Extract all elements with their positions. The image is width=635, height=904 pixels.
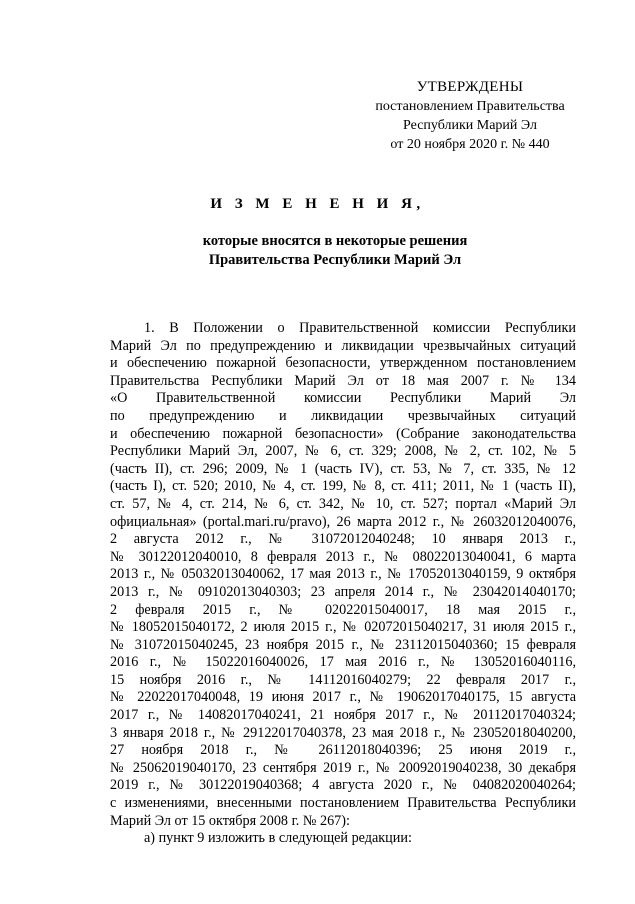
paragraph-line: и обеспечению пожарной безопасности, утвержденном постановлением xyxy=(110,355,576,372)
paragraph-line: Марий Эл по предупреждению и ликвидации чрезвычайных ситуаций xyxy=(110,337,576,354)
paragraph-line: (часть II), ст. 296; 2009, № 1 (часть IV), ст. 53, № 7, ст. 335, № 12 xyxy=(110,460,576,477)
paragraph-line: 2013 г., № 09102013040303; 23 апреля 2014 г., № 23042014040170; xyxy=(110,583,576,600)
paragraph-line: № 22022017040048, 19 июня 2017 г., № 19062017040175, 15 августа xyxy=(110,689,576,706)
paragraph-line: 2016 г., № 15022016040026, 17 мая 2016 г., № 13052016040116, xyxy=(110,654,576,671)
paragraph-line: ст. 57, № 4, ст. 214, № 6, ст. 342, № 10, ст. 527; портал «Марий Эл xyxy=(110,495,576,512)
paragraph-line: по предупреждению и ликвидации чрезвычайных ситуаций xyxy=(110,407,576,424)
paragraph-line: официальная» (portal.mari.ru/pravo), 26 марта 2012 г., № 26032012040076, xyxy=(110,513,576,530)
paragraph-line: (часть I), ст. 520; 2010, № 4, ст. 199, № 8, ст. 411; 2011, № 1 (часть II), xyxy=(110,478,576,495)
approval-line-2: Республики Марий Эл xyxy=(403,118,537,133)
approval-heading: УТВЕРЖДЕНЫ xyxy=(416,79,524,95)
document-subtitle xyxy=(100,232,570,270)
paragraph-line: 2017 г., № 14082017040241, 21 ноября 2017 г., № 20112017040324; xyxy=(110,707,576,724)
paragraph-line: 2 февраля 2015 г., № 02022015040017, 18 мая 2015 г., xyxy=(110,601,576,618)
paragraph-line: 2013 г., № 05032013040062, 17 мая 2013 г., № 17052013040159, 9 октября xyxy=(110,566,576,583)
paragraph-line: № 31072015040245, 23 ноября 2015 г., № 23112015040360; 15 февраля xyxy=(110,636,576,653)
subpoint-a: а) пункт 9 изложить в следующей редакции: xyxy=(144,830,412,847)
document-title: И З М Е Н Е Н И Я, xyxy=(210,196,425,212)
paragraph-1 xyxy=(110,320,576,830)
paragraph-line: «О Правительственной комиссии Республики Марий Эл xyxy=(110,390,576,407)
subtitle-line-2: Правительства Республики Марий Эл xyxy=(208,252,462,268)
subtitle-line-1: которые вносятся в некоторые решения xyxy=(202,233,468,249)
paragraph-line: № 18052015040172, 2 июля 2015 г., № 02072015040217, 31 июля 2015 г., xyxy=(110,619,576,636)
approval-line-3: от 20 ноября 2020 г. № 440 xyxy=(390,137,550,152)
approval-stamp xyxy=(350,78,590,154)
paragraph-line: и обеспечению пожарной безопасности» (Собрание законодательства xyxy=(110,425,576,442)
paragraph-line: 1. В Положении о Правительственной комиссии Республики xyxy=(144,320,576,336)
paragraph-line: Республики Марий Эл, 2007, № 6, ст. 329; 2008, № 2, ст. 102, № 5 xyxy=(110,443,576,460)
paragraph-line: 2019 г., № 30122019040368; 4 августа 2020 г., № 04082020040264; xyxy=(110,777,576,794)
paragraph-line: 2 августа 2012 г., № 31072012040248; 10 января 2013 г., xyxy=(110,531,576,548)
paragraph-line: 15 ноября 2016 г., № 14112016040279; 22 февраля 2017 г., xyxy=(110,671,576,688)
paragraph-line: Марий Эл от 15 октября 2008 г. № 267): xyxy=(110,812,350,829)
paragraph-line: 27 ноября 2018 г., № 26112018040396; 25 июня 2019 г., xyxy=(110,742,576,759)
approval-line-1: постановлением Правительства xyxy=(375,99,565,114)
paragraph-line: № 25062019040170, 23 сентября 2019 г., № 20092019040238, 30 декабря xyxy=(110,759,576,776)
paragraph-line: 3 января 2018 г., № 29122017040378, 23 мая 2018 г., № 23052018040200, xyxy=(110,724,576,741)
document-body xyxy=(110,320,576,848)
paragraph-line: Правительства Республики Марий Эл от 18 мая 2007 г. № 134 xyxy=(110,372,576,389)
paragraph-line: № 30122012040010, 8 февраля 2013 г., № 08022013040041, 6 марта xyxy=(110,548,576,565)
paragraph-line: с изменениями, внесенными постановлением Правительства Республики xyxy=(110,795,576,812)
